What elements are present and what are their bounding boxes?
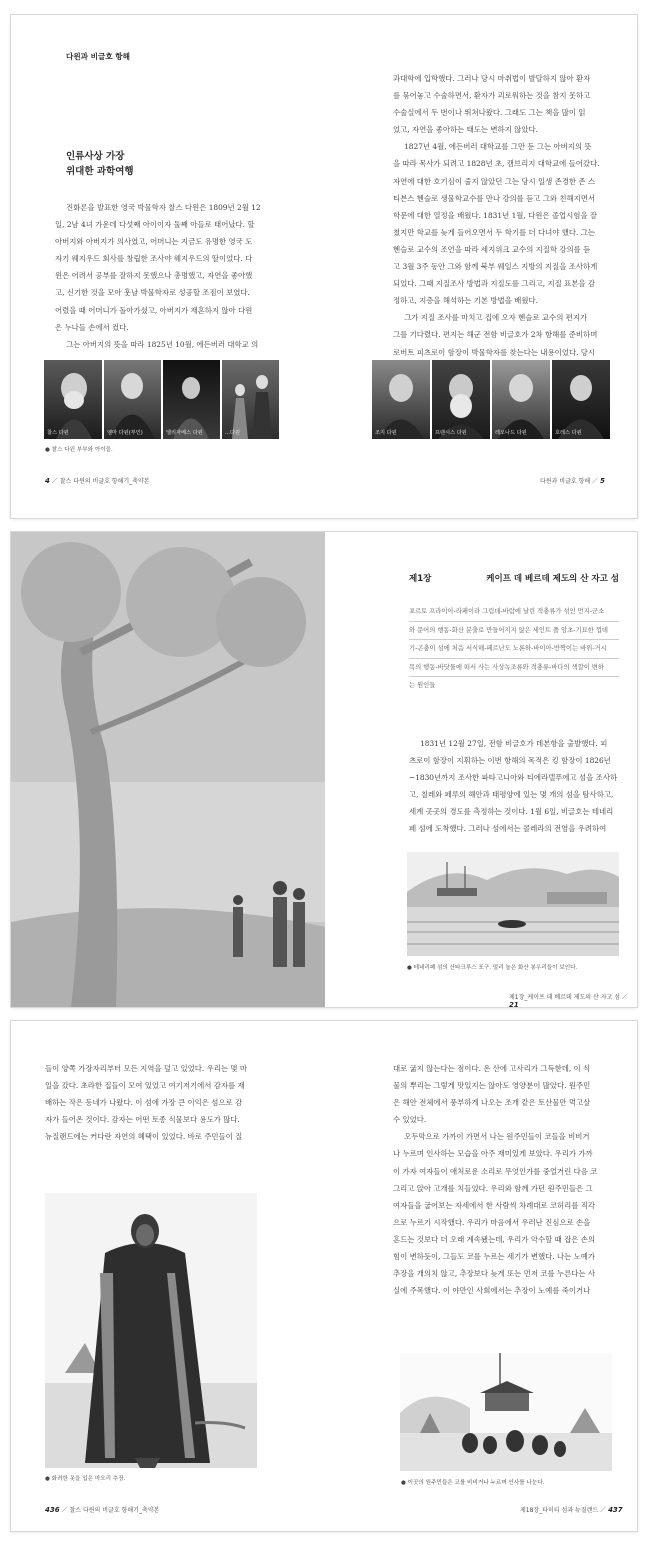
photo-label: 엠마 다윈(부인) xyxy=(107,430,143,436)
text-line: 대로 굶지 않는다는 점이다. 온 산에 고사리가 그득한데, 이 식 xyxy=(393,1064,591,1073)
summary-line: 는 원인들 xyxy=(409,682,436,689)
page-number: 5 xyxy=(600,477,605,485)
portrait-icon xyxy=(104,360,161,439)
text-line: 아버지와 아버지가 의사였고, 어머니는 지금도 유명한 영국 도 xyxy=(55,237,253,247)
text-line: 으로 누르기 시작했다. 우리가 마음에서 우러난 진심으로 손을 xyxy=(393,1217,591,1227)
text-line: 학문에 대한 열정을 배웠다. 1831년 1월, 다윈은 졸업시험을 잘 xyxy=(393,210,598,220)
photo-horace-darwin xyxy=(552,360,610,439)
text-line: 을 따라 목사가 되려고 1828년 초, 캠브리지 대학교에 들어갔다. xyxy=(393,159,600,169)
page-5 xyxy=(324,15,637,518)
photo-elizabeth-darwin xyxy=(163,360,220,439)
chapter-title: 케이프 데 베르데 제도의 산 자고 섬 xyxy=(486,574,619,584)
slash-divider: ／ xyxy=(592,478,601,485)
text-line: 그리고 앉아 고개를 치들었다. 우리와 함께 가던 원주민들은 그 xyxy=(393,1183,593,1193)
image-caption: ● 이곳의 원주민들은 코를 비비거나 누르며 인사를 나눈다. xyxy=(401,1480,545,1486)
text-line: 윈은 어려서 공부를 잘하지 못했으나 총명했고, 자연을 좋아했 xyxy=(55,271,253,281)
summary-line: 기-곤충이 섬에 처음 서식해-페르난도 노론하-바이아-반짝이는 바위-거시 xyxy=(409,640,619,659)
text-line: 일, 2남 4녀 가운데 다섯째 아이이자 둘째 아들로 태어났다. 할 xyxy=(55,220,255,230)
page-number: 4 xyxy=(45,477,50,485)
section-title xyxy=(66,149,134,179)
text-line: 여자들을 굽어보는 자세에서 한 사람씩 차례대로 코허리를 직각 xyxy=(393,1200,596,1210)
chapter-footer: 제1장_케이프 데 베르데 제도의 산 자고 섬 xyxy=(509,994,620,1001)
photo-label: 프랜시스 다윈 xyxy=(435,430,467,436)
text-line: 진화론을 발표한 영국 박물학자 찰스 다윈은 1809년 2월 12 xyxy=(66,203,261,212)
text-line: 1831년 12월 27일, 전함 비글호가 데본항을 출발했다. 피 xyxy=(420,739,608,748)
chapter-summary xyxy=(409,603,619,695)
text-line: 어렸을 때 어머니가 돌아가셨고, 아버지가 재혼하지 않아 다윈 xyxy=(55,305,253,315)
text-line: 힘이 변하듯이, 그들도 코를 누르는 세기가 변했다. 나는 노예가 xyxy=(393,1252,595,1262)
harbor-illustration xyxy=(407,852,619,956)
maori-chief-illustration xyxy=(45,1193,257,1468)
running-head: 다윈과 비글호 항해 xyxy=(66,52,130,61)
text-line: 수술실에서 두 번이나 뛰쳐나왔다. 그래도 그는 책을 많이 읽 xyxy=(393,108,586,118)
group-photo-icon xyxy=(222,360,279,439)
text-line: 물의 뿌리는 그렇게 맛있지는 않아도 영양분이 많았다. 원주민 xyxy=(393,1081,591,1091)
text-line: 들이 양쪽 가장자리부터 모든 지역을 덮고 있었다. 우리는 몇 마 xyxy=(45,1064,247,1073)
page-number: 21 xyxy=(509,1001,519,1007)
text-line: 그를 기다렸다. 편지는 해군 전함 비글호가 2차 항해를 준비하며 xyxy=(393,330,598,340)
text-line: 를 묶어놓고 수술하면서, 환자가 괴로워하는 것을 참지 못하고 xyxy=(393,91,591,101)
chapter-footer: 제18장_타히티 섬과 뉴질랜드 xyxy=(520,1507,599,1514)
text-line: 자가 들어온 것이다. 감자는 어떤 토종 식물보다 용도가 많다. xyxy=(45,1115,240,1125)
text-line: 자기 웨지우드 회사를 창립한 조사야 웨지우드의 딸이었다. 다 xyxy=(55,254,253,264)
photo-francis-darwin xyxy=(432,360,490,439)
text-line: 1827년 4월, 에든버러 대학교를 그만 둔 그는 아버지의 뜻 xyxy=(404,142,592,152)
page-footer xyxy=(520,1505,623,1514)
text-line: 나 누르며 인사하는 모습을 아주 재미있게 보았다. 우리가 가까 xyxy=(393,1149,593,1159)
text-line: 고, 칠레와 페루의 해안과 태평양에 있는 몇 개의 섬을 탐사하고, xyxy=(409,790,614,800)
photo-label: 찰스 다윈 xyxy=(47,430,69,436)
summary-line: 포르토 프라이아-라페이라 그림데-바람에 날린 적충류가 섞인 먼지-군소 xyxy=(409,603,619,622)
page-footer xyxy=(509,992,637,1007)
page-footer xyxy=(540,476,605,485)
slash-divider: ／ xyxy=(51,478,60,485)
photo-darwin-family-group xyxy=(222,360,279,439)
portrait-icon xyxy=(372,360,430,439)
village-engraving xyxy=(400,1353,612,1471)
page-number: 436 xyxy=(45,1506,60,1514)
harbor-engraving xyxy=(407,852,619,956)
text-line: 티븐스 헨슬로 생물학교수를 만나 강의를 듣고 그와 친해지면서 xyxy=(393,193,596,203)
photo-caption: ● 찰스 다윈 부부와 아이들. xyxy=(45,447,113,453)
summary-line: 목의 행동-바닷물에 떠서 사는 사상녹조류와 적충류-바다의 색깔이 변하 xyxy=(409,659,619,678)
summary-line: 와 문어의 행동-화산 분출로 만들어지지 않은 세인트 폴 암초-기묘한 껍데 xyxy=(409,622,619,641)
slash-divider: ／ xyxy=(600,1507,609,1514)
text-line: 헨슬로 교수의 조언을 따라 세지위크 교수의 지질학 강의를 듣 xyxy=(393,244,591,254)
body-text xyxy=(393,1060,621,1299)
maori-greeting-illustration xyxy=(400,1353,612,1471)
section-title-line-2: 위대한 과학여행 xyxy=(66,166,134,177)
text-line: 쳤지만 학교를 늦게 들어오면서 두 학기를 더 다녀야 했다. 그는 xyxy=(393,227,595,237)
book-title: 찰스 다윈의 비글호 항해기_축약본 xyxy=(59,478,150,485)
page-footer xyxy=(45,1505,159,1514)
portrait-icon xyxy=(552,360,610,439)
page-number: 437 xyxy=(608,1506,623,1514)
maori-chief-engraving xyxy=(45,1193,257,1468)
photo-label: 엘리자베스 다윈 xyxy=(166,430,203,436)
tropical-forest-engraving xyxy=(11,532,325,1007)
chapter-label: 제1장 xyxy=(409,574,432,584)
portrait-icon xyxy=(492,360,550,439)
text-line: 되었다. 그때 지질조사 방법과 지질도를 그리고, 지질 표본을 감 xyxy=(393,279,595,289)
page-437 xyxy=(324,1021,637,1531)
text-line: ~1830년까지 조사한 파타고니아와 티에라델푸에고 섬을 조사하 xyxy=(409,773,618,783)
slash-divider: ／ xyxy=(61,1507,70,1514)
text-line: 그는 아버지의 뜻을 따라 1825년 10월, 에든버러 대학교 의 xyxy=(66,339,259,349)
text-line: 이 가자 여자들이 애처로운 소리로 무엇인가를 중얼거린 다음 코 xyxy=(393,1166,598,1176)
image-caption: ● 테네리페 섬의 산타크루스 포구. 멀리 높은 화산 봉우리들이 보인다. xyxy=(407,965,578,971)
text-line: 뉴질랜드에는 커다란 자연의 혜택이 있었다. 바로 주민들이 질 xyxy=(45,1132,243,1142)
section-title-line-1: 인류사상 가장 xyxy=(66,151,125,162)
text-line: 로버트 피츠로이 함장이 박물학자를 찾는다는 내용이었다. 당시 xyxy=(393,347,596,357)
text-line: 그가 지질 조사를 마치고 집에 오자 헨슬로 교수의 편지가 xyxy=(404,313,588,323)
text-line: 수 있었다. xyxy=(393,1115,427,1125)
text-line: 었고, 자연을 좋아하는 태도는 변하지 않았다. xyxy=(393,125,538,135)
page-21 xyxy=(325,532,637,1007)
body-text xyxy=(409,735,621,838)
page-footer xyxy=(45,476,150,485)
text-line: 배하는 작은 동네가 나왔다. 이 섬에 가장 큰 이익은 섬으로 감 xyxy=(45,1098,243,1108)
body-text xyxy=(55,199,273,353)
photo-charles-darwin xyxy=(44,360,102,439)
chapter-heading xyxy=(409,572,619,584)
spread-pages-20-21 xyxy=(11,532,637,1007)
text-line: 흔드는 것보다 더 오래 계속됐는데, 우리가 악수할 때 잡은 손의 xyxy=(393,1234,595,1244)
photo-emma-darwin xyxy=(104,360,161,439)
page-4 xyxy=(11,15,324,518)
page-436 xyxy=(11,1021,324,1531)
text-line: 추장을 개의치 않고, 추장보다 늦게 또는 먼저 코를 누른다는 사 xyxy=(393,1269,595,1279)
text-line: 은 해안 전체에서 풍부하게 나오는 조개 같은 토산물만 먹고살 xyxy=(393,1098,591,1108)
image-caption: ● 화려한 옷을 입은 마오리 추장. xyxy=(45,1476,126,1482)
body-text xyxy=(393,70,621,361)
text-line: 세계 곳곳의 경도를 측정하는 것이다. 1월 6일, 비글호는 테네리 xyxy=(409,807,614,817)
text-line: 은 누나들 손에서 컸다. xyxy=(55,322,129,332)
text-line: 정하고, 지층을 해석하는 기본 방법을 배웠다. xyxy=(393,296,538,306)
photo-george-darwin xyxy=(372,360,430,439)
text-line: 고 3월 3주 동안 그와 함께 북부 웨일스 지방의 지질을 조사하게 xyxy=(393,262,598,272)
text-line: 과대학에 입학했다. 그러나 당시 마취법이 발달하지 않아 환자 xyxy=(393,74,591,83)
text-line: 페 섬에 도착했다. 그러나 섬에서는 콜레라의 전염을 우려하여 xyxy=(409,824,607,834)
text-line: 고, 신기한 것을 모아 훗날 박물학자로 성공할 조짐이 보였다. xyxy=(55,288,250,298)
text-line: 츠로이 함장이 지휘하는 이번 항해의 목적은 킹 함장이 1826년 xyxy=(409,756,611,766)
text-line: 일을 갔다. 초라한 집들이 모여 있었고 여기저기에서 감자를 재 xyxy=(45,1081,245,1091)
text-line: 실에 주목했다. 이 야만인 사회에서는 추장이 노예를 죽이거나 xyxy=(393,1286,591,1296)
text-line: 자연에 대한 호기심이 줄지 않았던 그는 당시 일생 존경한 존 스 xyxy=(393,176,595,186)
photo-label: ...다윈 xyxy=(225,430,240,436)
spread-pages-4-5 xyxy=(11,15,637,518)
slash-divider: ／ xyxy=(621,994,628,1001)
portrait-icon xyxy=(163,360,220,439)
body-text xyxy=(45,1060,275,1145)
photo-leonard-darwin xyxy=(492,360,550,439)
running-foot: 다윈과 비글호 항해 xyxy=(540,478,591,485)
photo-label: 레오나드 다윈 xyxy=(495,430,527,436)
spread-pages-436-437 xyxy=(11,1021,637,1531)
full-page-illustration xyxy=(11,532,325,1007)
book-title: 찰스 다윈의 비글호 항해기_축약본 xyxy=(69,1507,160,1514)
photo-label: 조지 다윈 xyxy=(375,430,397,436)
portrait-icon xyxy=(432,360,490,439)
photo-label: 호레스 다윈 xyxy=(555,430,582,436)
text-line: 오두막으로 가까이 가면서 나는 원주민들이 코들을 비비거 xyxy=(404,1132,590,1142)
portrait-icon xyxy=(44,360,102,439)
